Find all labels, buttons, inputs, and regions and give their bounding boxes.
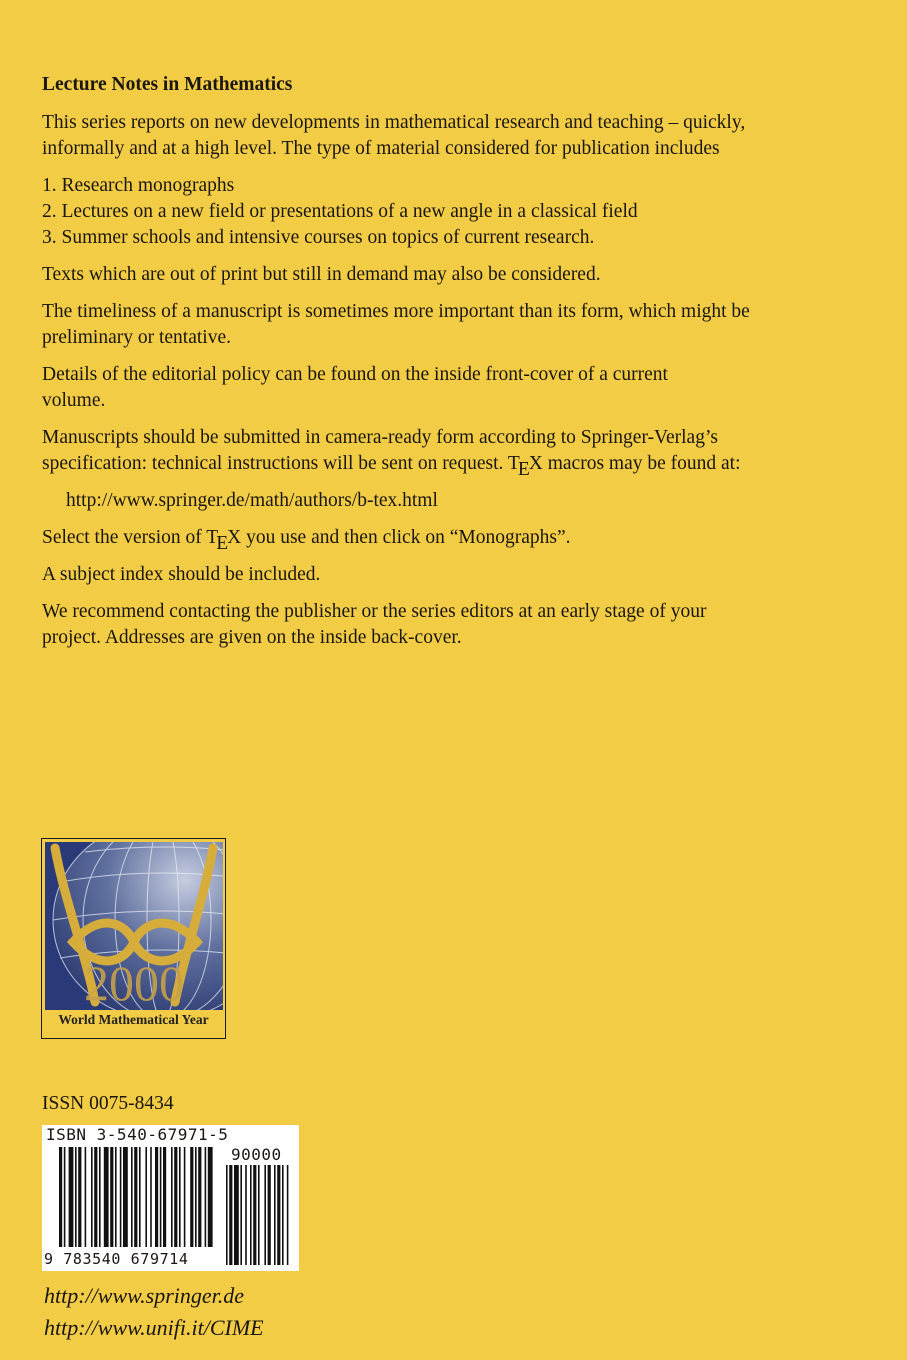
logo-year: 2000: [84, 955, 184, 1010]
series-title: Lecture Notes in Mathematics: [42, 74, 293, 95]
list-item: 1. Research monographs: [42, 175, 235, 196]
tex-logo: TEX: [507, 453, 543, 480]
springer-link[interactable]: http://www.springer.de: [44, 1283, 245, 1308]
subject-index-paragraph: A subject index should be included.: [42, 564, 321, 585]
world-mathematical-year-logo-icon: [45, 842, 223, 1010]
list-item: 2. Lectures on a new field or presentations of a new angle in a classical field: [42, 201, 638, 222]
tex-logo: TEX: [206, 527, 242, 554]
contact-paragraph: We recommend contacting the publisher or the series editors at an early stage of your project. Addresses are given on the inside back-cover.: [42, 601, 707, 648]
addon-digits: 90000: [231, 1145, 282, 1164]
issn: ISSN 0075-8434: [42, 1093, 174, 1114]
ean-digits: 9 783540 679714: [44, 1250, 189, 1268]
material-list: [42, 173, 782, 251]
isbn-barcode: [42, 1125, 299, 1271]
intro-paragraph: This series reports on new developments in mathematical research and teaching – quickly, informally and at a high level. The type of material considered for publication includes: [42, 112, 746, 159]
world-mathematical-year-logo: [41, 838, 226, 1039]
list-item: 3. Summer schools and intensive courses on topics of current research.: [42, 227, 595, 248]
editorial-policy-paragraph: Details of the editorial policy can be found on the inside front-cover of a current volume.: [42, 364, 668, 411]
isbn-text: ISBN 3-540-67971-5: [46, 1125, 229, 1144]
logo-caption: World Mathematical Year: [58, 1012, 209, 1027]
select-version-paragraph: Select the version of TEX you use and then click on “Monographs”.: [42, 527, 571, 554]
tex-url-link[interactable]: http://www.springer.de/math/authors/b-tex.html: [66, 490, 438, 511]
cover-text: [42, 72, 782, 662]
timeliness-paragraph: The timeliness of a manuscript is sometimes more important than its form, which might be preliminary or tentative.: [42, 301, 750, 348]
out-of-print-paragraph: Texts which are out of print but still in demand may also be considered.: [42, 264, 601, 285]
macros-text: macros may be found at:: [547, 453, 741, 474]
publisher-links: [44, 1280, 264, 1344]
manuscripts-paragraph: [42, 425, 782, 480]
manuscripts-text: Manuscripts should be submitted in camera-ready form according to Springer-Verlag’s specification: technical instructions will be sent on request.: [42, 427, 718, 474]
cime-link[interactable]: http://www.unifi.it/CIME: [44, 1315, 264, 1340]
